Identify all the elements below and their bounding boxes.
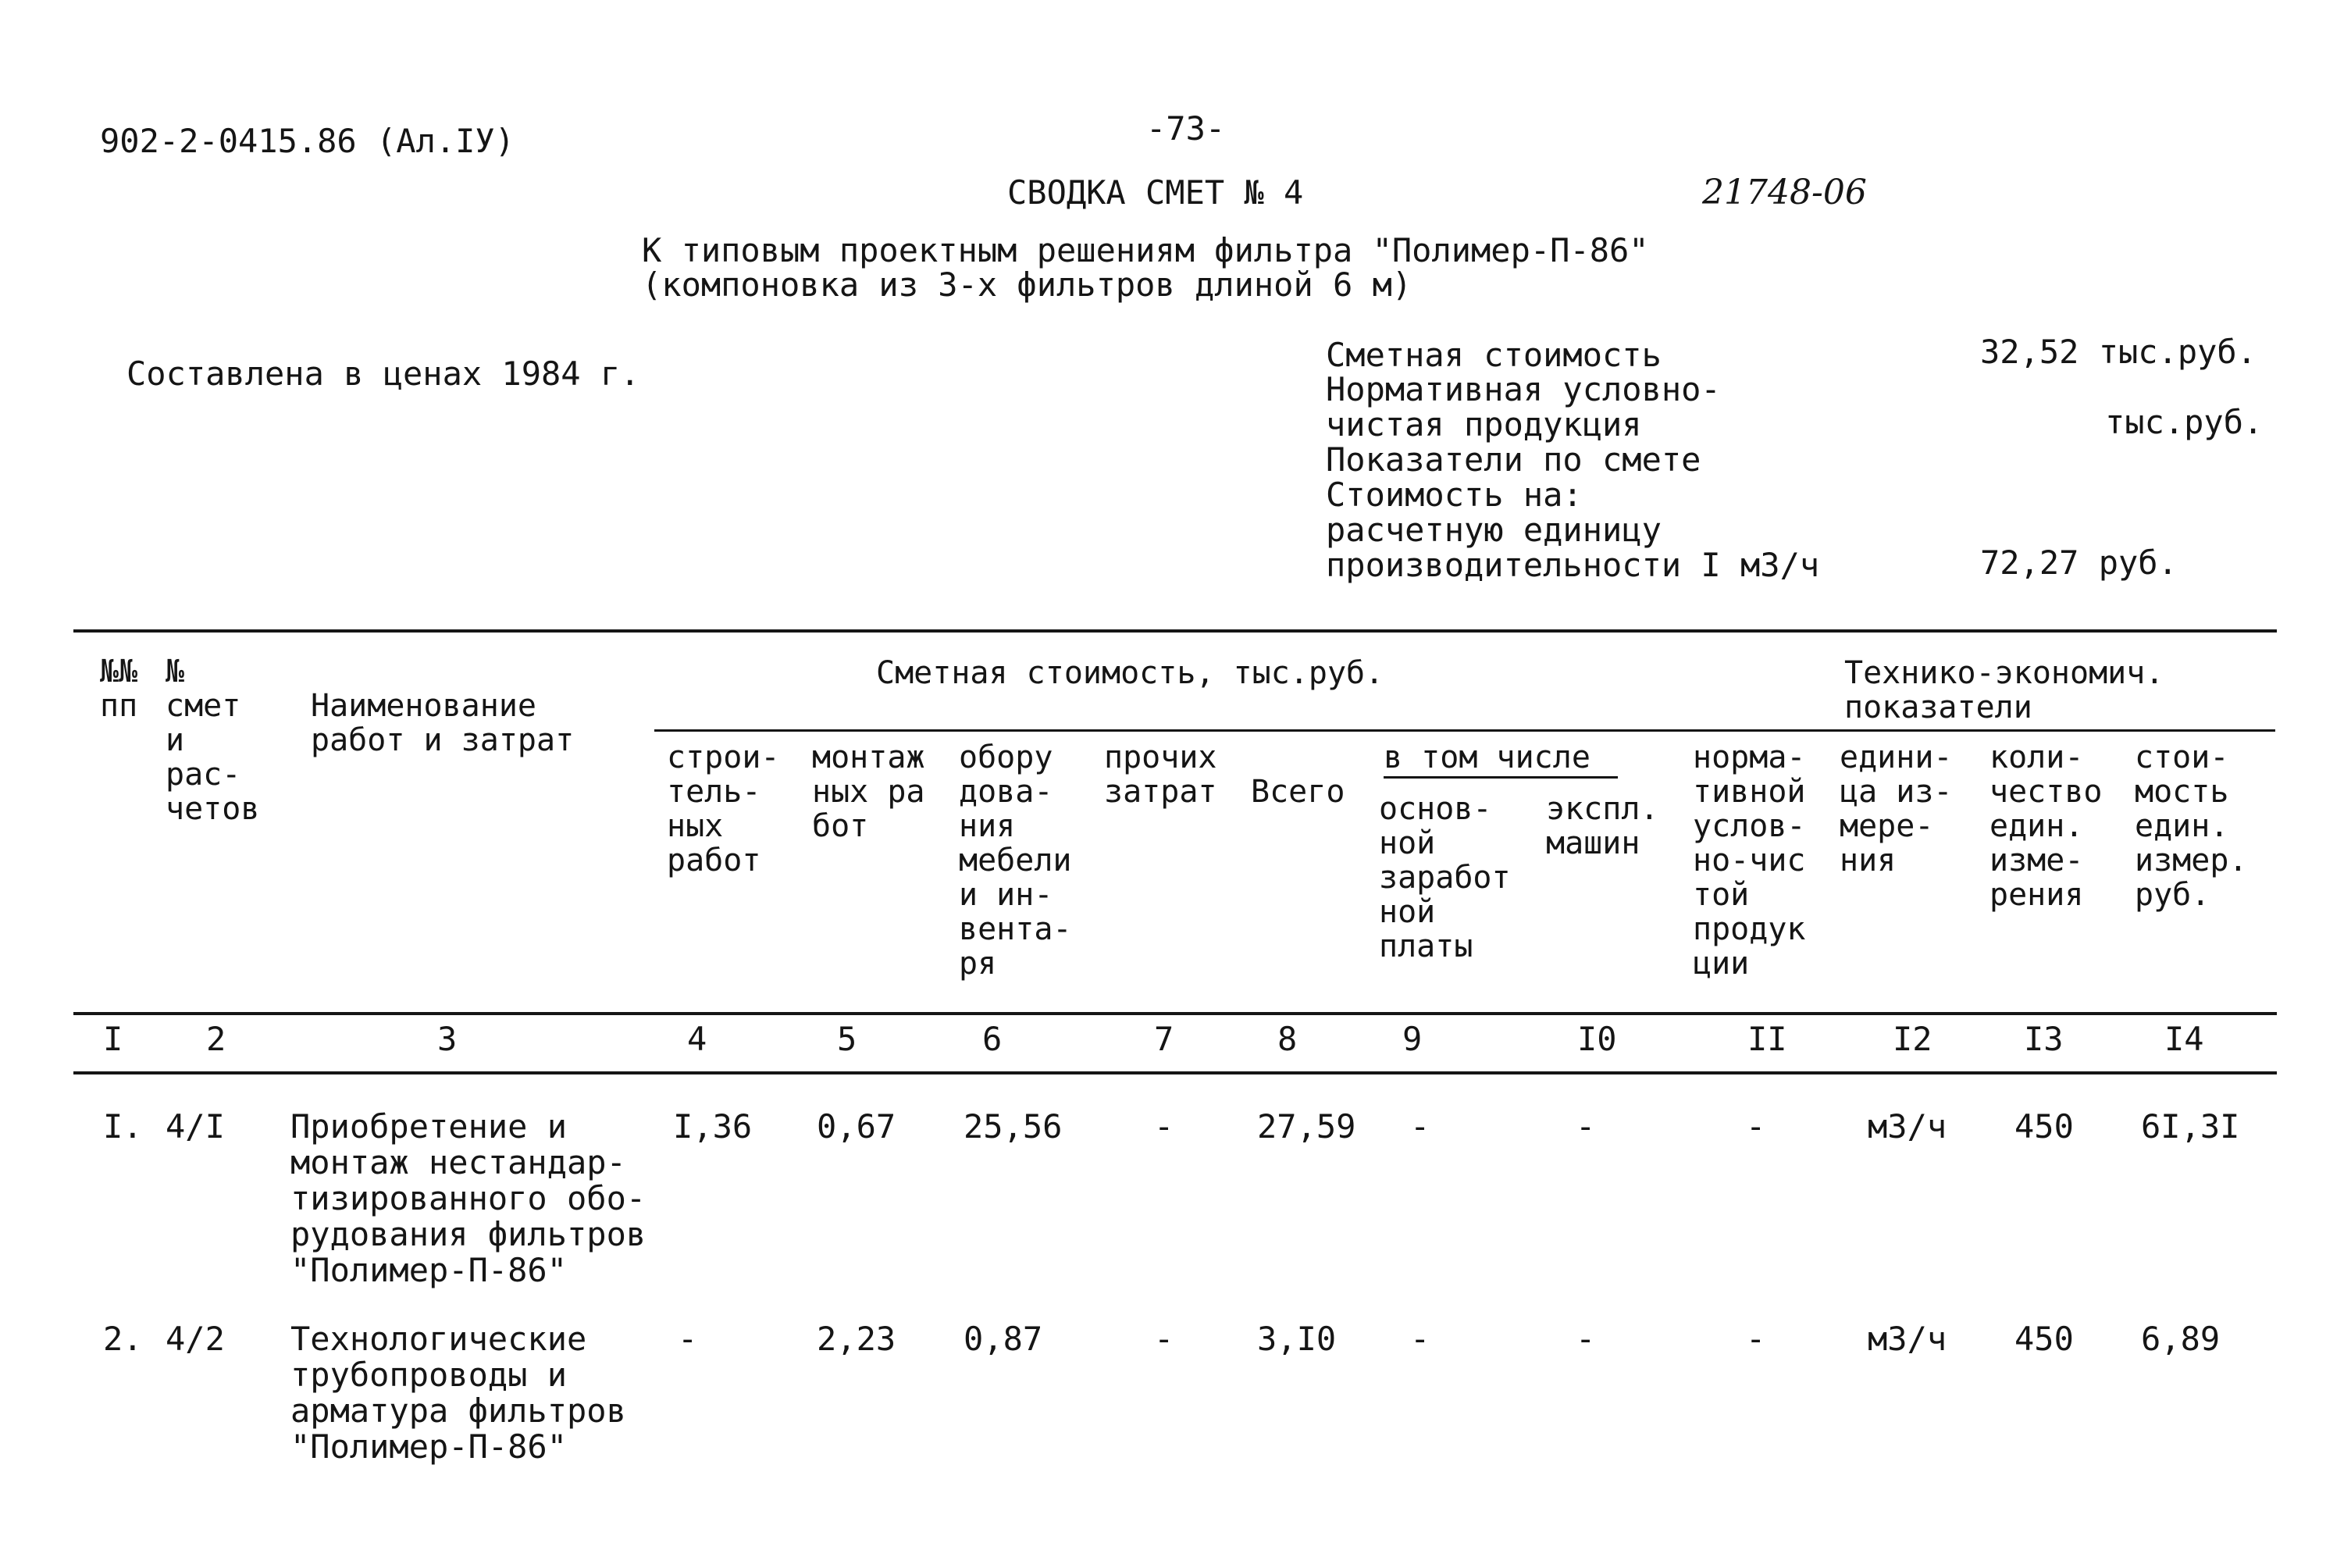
row-base-wages: - bbox=[1410, 1320, 1430, 1358]
header-machine-operation: экспл. машин bbox=[1546, 791, 1659, 861]
header-tech-econ-group: Технико-экономич. показатели bbox=[1844, 655, 2164, 725]
column-numbers-rule bbox=[73, 1071, 2277, 1074]
row-other-costs: - bbox=[1154, 1320, 1174, 1358]
header-base-wages: основ- ной заработ ной платы bbox=[1379, 791, 1511, 964]
row-total-cost: 3,I0 bbox=[1257, 1320, 1337, 1358]
row-base-wages: - bbox=[1410, 1107, 1430, 1146]
net-product-label: Нормативная условно- чистая продукция bbox=[1326, 370, 1721, 444]
row-quantity: 450 bbox=[2014, 1107, 2074, 1146]
header-including-group: в том числе bbox=[1384, 739, 1590, 775]
document-subtitle-line2: (компоновка из 3-х фильтров длиной 6 м) bbox=[642, 265, 1412, 304]
header-estimate-number: № смет и рас- четов bbox=[166, 654, 260, 827]
document-subtitle-line1: К типовым проектным решениям фильтра "Полимер-П-86" bbox=[642, 231, 1649, 269]
column-number: I3 bbox=[2024, 1020, 2064, 1058]
unit-cost-value: 72,27 руб. bbox=[1980, 543, 2178, 582]
cost-group-rule bbox=[654, 729, 2275, 732]
row-net-product: - bbox=[1746, 1107, 1766, 1146]
column-number: I4 bbox=[2164, 1020, 2204, 1058]
header-installation-works: монтаж ных ра бот bbox=[812, 739, 925, 844]
header-bottom-rule bbox=[73, 1012, 2277, 1015]
row-number: I. bbox=[103, 1107, 143, 1146]
header-total: Всего bbox=[1251, 774, 1345, 810]
header-quantity: коли- чество един. изме- рения bbox=[1989, 739, 2103, 913]
row-unit: м3/ч bbox=[1868, 1320, 1947, 1358]
row-construction-cost: I,36 bbox=[673, 1107, 753, 1146]
header-unit: едини- ца из- мере- ния bbox=[1840, 739, 1953, 878]
column-number: II bbox=[1747, 1020, 1787, 1058]
header-construction-works: строи- тель- ных работ bbox=[667, 739, 780, 878]
row-equipment-cost: 25,56 bbox=[964, 1107, 1063, 1146]
column-number: 4 bbox=[687, 1020, 707, 1058]
row-estimate-number: 4/2 bbox=[166, 1320, 225, 1358]
row-quantity: 450 bbox=[2014, 1320, 2074, 1358]
indicators-label: Показатели по смете Стоимость на: расчетную единицу производительности I м3/ч bbox=[1326, 440, 1820, 584]
row-net-product: - bbox=[1746, 1320, 1766, 1358]
header-net-product: норма- тивной услов- но-чис той продук ции bbox=[1693, 739, 1806, 982]
row-estimate-number: 4/I bbox=[166, 1107, 225, 1146]
column-number: 5 bbox=[837, 1020, 857, 1058]
row-installation-cost: 2,23 bbox=[817, 1320, 896, 1358]
page-number: -73- bbox=[1146, 109, 1226, 148]
row-installation-cost: 0,67 bbox=[817, 1107, 896, 1146]
row-construction-cost: - bbox=[678, 1320, 698, 1358]
column-number: I bbox=[103, 1020, 123, 1058]
row-unit-cost: 6,89 bbox=[2141, 1320, 2221, 1358]
row-machine-operation: - bbox=[1576, 1107, 1596, 1146]
net-product-value: тыс.руб. bbox=[2105, 403, 2264, 441]
header-row-number: №№ пп bbox=[100, 654, 138, 724]
row-number: 2. bbox=[103, 1320, 143, 1358]
price-basis-note: Составлена в ценах 1984 г. bbox=[126, 355, 640, 393]
document-title: СВОДКА СМЕТ № 4 bbox=[1007, 173, 1304, 212]
row-total-cost: 27,59 bbox=[1257, 1107, 1356, 1146]
including-underline bbox=[1384, 776, 1618, 779]
document-code: 902-2-0415.86 (Ал.IУ) bbox=[100, 122, 515, 160]
column-number: 6 bbox=[982, 1020, 1003, 1058]
column-number: 2 bbox=[206, 1020, 226, 1058]
column-number: I2 bbox=[1893, 1020, 1932, 1058]
column-number: 7 bbox=[1154, 1020, 1174, 1058]
column-number: 3 bbox=[437, 1020, 458, 1058]
header-work-name: Наименование работ и затрат bbox=[311, 688, 575, 758]
row-unit-cost: 6I,3I bbox=[2141, 1107, 2240, 1146]
estimated-cost-label: Сметная стоимость bbox=[1326, 336, 1662, 374]
table-top-rule bbox=[73, 629, 2277, 633]
header-equipment: обору дова- ния мебели и ин- вента- ря bbox=[959, 739, 1072, 982]
header-unit-cost: стои- мость един. измер. руб. bbox=[2135, 739, 2248, 913]
registration-number: 21748-06 bbox=[1702, 173, 1867, 212]
row-other-costs: - bbox=[1154, 1107, 1174, 1146]
header-other-costs: прочих затрат bbox=[1104, 739, 1217, 810]
row-machine-operation: - bbox=[1576, 1320, 1596, 1358]
row-equipment-cost: 0,87 bbox=[964, 1320, 1043, 1358]
estimated-cost-value: 32,52 тыс.руб. bbox=[1980, 333, 2257, 371]
column-number: 9 bbox=[1402, 1020, 1423, 1058]
row-unit: м3/ч bbox=[1868, 1107, 1947, 1146]
row-work-name: Приобретение и монтаж нестандар- тизированного обо- рудования фильтров "Полимер-П-86" bbox=[290, 1107, 647, 1289]
column-number: I0 bbox=[1577, 1020, 1617, 1058]
row-work-name: Технологические трубопроводы и арматура фильтров "Полимер-П-86" bbox=[290, 1320, 626, 1466]
column-number: 8 bbox=[1277, 1020, 1298, 1058]
header-estimated-cost-group: Сметная стоимость, тыс.руб. bbox=[876, 655, 1384, 691]
